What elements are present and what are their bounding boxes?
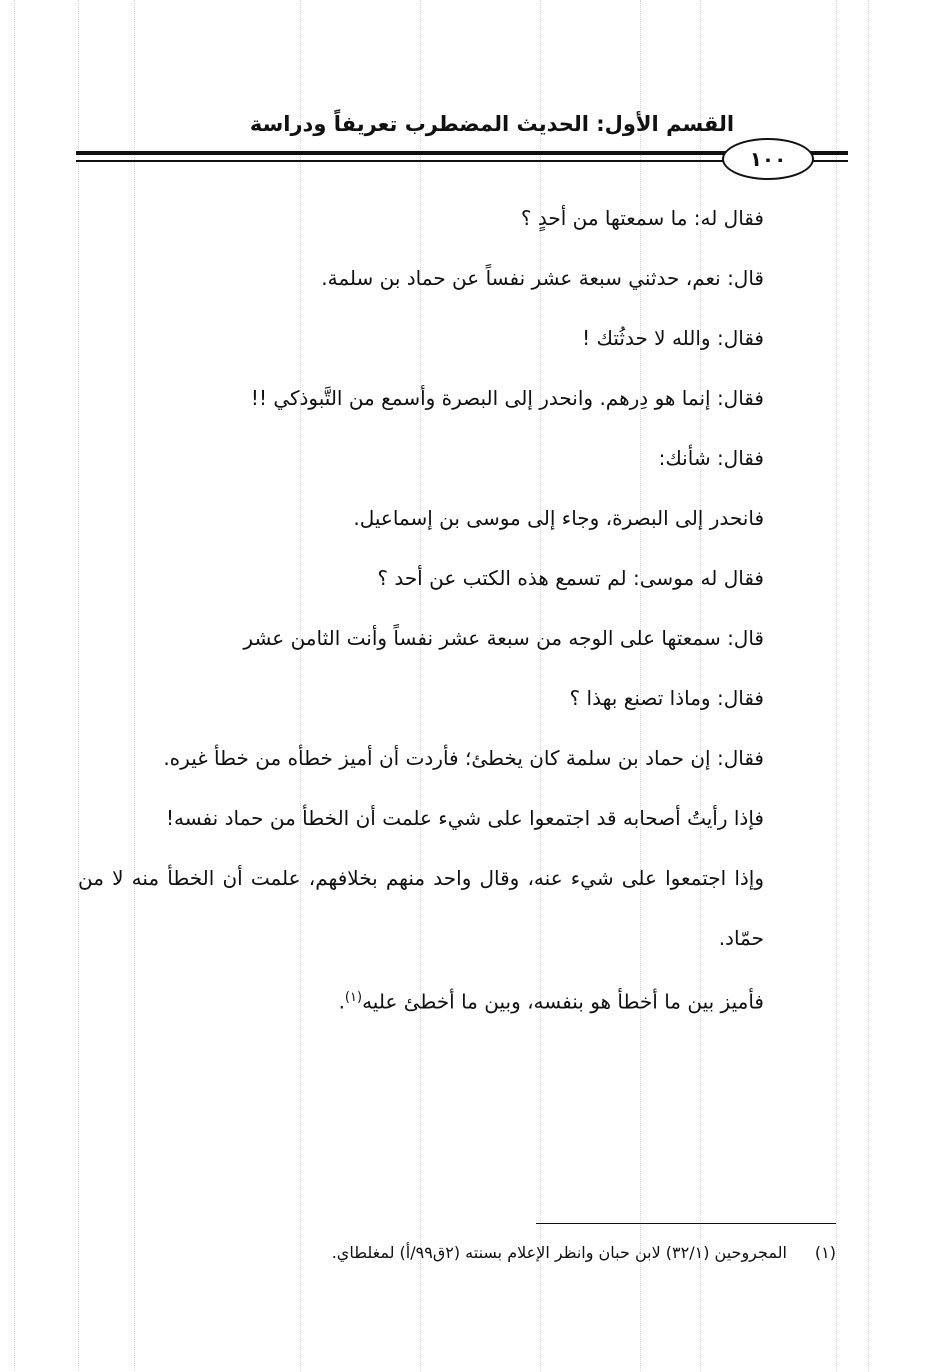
scan-guide-line — [14, 0, 15, 1372]
paragraph-text: فأميز بين ما أخطأ هو بنفسه، وبين ما أخطئ عليه — [362, 989, 764, 1014]
header-rule — [808, 151, 848, 155]
page-number-label: ١٠٠ — [749, 147, 787, 171]
text-line: فقال: إنما هو دِرهم. وانحدر إلى البصرة وأسمع من التَّبوذكي !! — [250, 386, 764, 410]
footnote-reference[interactable]: (١) — [344, 990, 363, 1005]
header-rule — [76, 151, 726, 155]
header-rule — [808, 160, 848, 162]
footnote-number: (١) — [814, 1243, 836, 1262]
text-line: فانحدر إلى البصرة، وجاء إلى موسى بن إسماعيل. — [353, 506, 764, 530]
text-line: قال: نعم، حدثني سبعة عشر نفساً عن حماد بن سلمة. — [321, 266, 764, 290]
paragraph: فإذا رأيتُ أصحابه قد اجتمعوا على شيء علمت أن الخطأ من حماد نفسه! — [165, 806, 764, 830]
running-title: القسم الأول: الحديث المضطرب تعريفاً ودراسة — [249, 112, 735, 136]
text-line: قال: سمعتها على الوجه من سبعة عشر نفساً وأنت الثامن عشر — [243, 626, 764, 650]
scan-guide-line — [868, 0, 869, 1372]
footnote-separator — [536, 1223, 836, 1224]
text-line: فقال له موسى: لم تسمع هذه الكتب عن أحد ؟ — [377, 566, 764, 590]
paragraph: وإذا اجتمعوا على شيء عنه، وقال واحد منهم بخلافهم، علمت أن الخطأ منه لا من حمّاد. — [78, 866, 764, 950]
paragraph — [78, 968, 764, 1032]
text-line: فقال: وماذا تصنع بهذا ؟ — [569, 686, 764, 710]
footnote-text: المجروحين (٣٢/١) لابن حبان وانظر الإعلام بسنته (٢ق٩٩/أ) لمغلطاي. — [331, 1243, 787, 1262]
paragraph-end: . — [338, 989, 345, 1014]
header-rule — [76, 160, 726, 162]
paragraph: فقال: إن حماد بن سلمة كان يخطئ؛ فأردت أن أميز خطأه من خطأ غيره. — [163, 746, 764, 770]
text-line: فقال له: ما سمعتها من أحدٍ ؟ — [520, 206, 764, 230]
body-text — [78, 188, 764, 1032]
page-number — [722, 138, 814, 180]
text-line: فقال: والله لا حدثُتك ! — [582, 326, 764, 350]
text-line: فقال: شأنك: — [658, 446, 764, 470]
scan-guide-line — [836, 0, 837, 1372]
footnote — [180, 1243, 836, 1262]
